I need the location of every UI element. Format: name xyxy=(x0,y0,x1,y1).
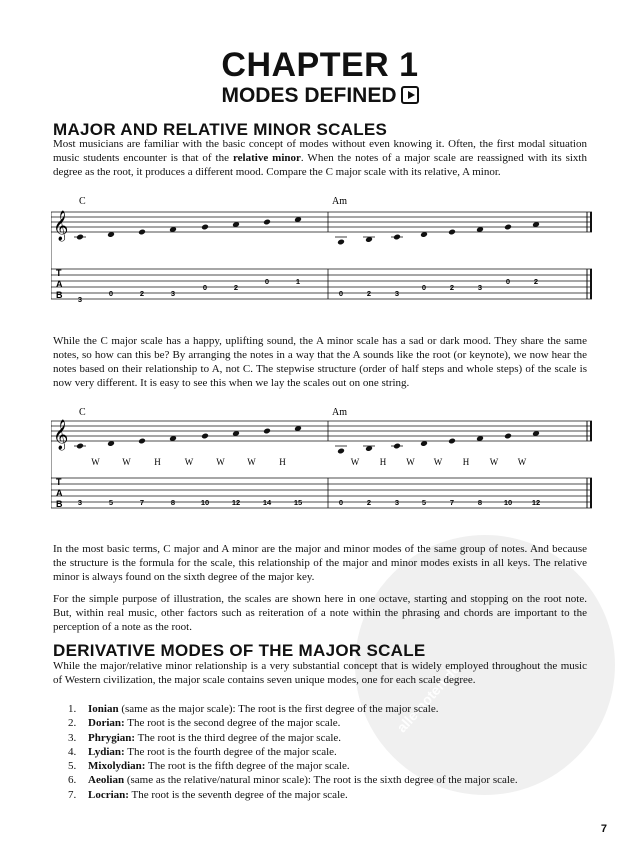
treble-clef: 𝄞 xyxy=(53,420,69,450)
list-number: 1. xyxy=(68,703,77,715)
tab-letter: A xyxy=(56,488,63,498)
tab-fret-number: 3 xyxy=(394,498,400,507)
paragraph-comparison: While the C major scale has a happy, uplifting sound, the A minor scale has a sad or dark mood. They share the same notes, so how can this be? By arranging the notes in a way that the A sounds like the root (or keynote), we now hear the notes based on their relationship to A, not C. The stepwise structure (order of half steps and whole steps) of the scale is now very different. It is easy to see this when we lay the scales out on one string. xyxy=(53,335,587,389)
notes-layer xyxy=(74,425,540,507)
tab-letter: T xyxy=(56,477,62,487)
mode-name: Phrygian: xyxy=(88,731,136,744)
paragraph-derivative-intro: While the major/relative minor relationship is a very substantial concept that is widely employed throughout the music of Western civilization, the major scale contains seven unique modes, one for each scale degree. xyxy=(53,660,587,686)
step-label: W xyxy=(91,457,100,467)
modes-list xyxy=(68,702,568,802)
notation-example-2 xyxy=(51,403,592,515)
mode-name: Locrian: xyxy=(88,788,129,801)
note-head xyxy=(337,239,345,246)
tab-fret-number: 5 xyxy=(108,498,114,507)
paragraph-modes-basic: In the most basic terms, C major and A minor are the major and minor modes of the same group of notes. And because the structure is the formula for the scale, this relationship of the major and minor modes exists in all keys. The relative minor is always found on the sixth degree of the major key. xyxy=(53,543,587,583)
chord-symbol-am: Am xyxy=(332,196,347,207)
tab-fret-number: 0 xyxy=(264,277,270,286)
mode-list-item xyxy=(68,716,568,730)
list-number: 6. xyxy=(68,774,77,787)
tab-fret-number: 3 xyxy=(77,295,83,304)
mode-description: The root is the fifth degree of the major scale. xyxy=(145,760,350,773)
tab-fret-number: 0 xyxy=(421,283,427,292)
tab-fret-number: 0 xyxy=(505,277,511,286)
relative-minor-term: relative minor xyxy=(232,152,301,164)
tab-fret-number: 0 xyxy=(202,283,208,292)
mode-name: Lydian: xyxy=(88,745,125,758)
tab-fret-number: 0 xyxy=(338,289,344,298)
list-number: 5. xyxy=(68,760,77,773)
mode-name: Aeolian xyxy=(88,774,125,787)
mode-list-item xyxy=(68,745,568,759)
mode-list-item xyxy=(68,731,568,745)
tab-fret-number: 12 xyxy=(531,498,541,507)
tab-fret-number: 2 xyxy=(233,283,239,292)
tab-clef xyxy=(56,477,63,509)
tab-lines xyxy=(51,269,592,299)
note-head xyxy=(504,224,512,231)
step-label: W xyxy=(517,457,527,467)
tab-fret-number: 2 xyxy=(139,289,145,298)
tab-fret-number: 2 xyxy=(366,289,372,298)
tab-letter: T xyxy=(56,268,62,278)
list-number: 2. xyxy=(68,717,77,730)
mode-list-item xyxy=(68,702,568,716)
mode-description: The root is the fourth degree of the major scale. xyxy=(124,745,337,758)
tab-fret-number: 3 xyxy=(394,289,400,298)
step-label: W xyxy=(184,457,194,467)
tab-letter: B xyxy=(56,499,63,509)
step-label: W xyxy=(216,457,225,467)
list-number: 4. xyxy=(68,745,77,758)
mode-name: Mixolydian: xyxy=(88,760,146,773)
play-icon[interactable] xyxy=(401,86,419,104)
tab-fret-number: 0 xyxy=(338,498,344,507)
chord-symbol-c: C xyxy=(79,196,86,207)
tab-fret-number: 1 xyxy=(295,277,301,286)
tab-fret-number: 10 xyxy=(200,498,210,507)
tab-fret-number: 10 xyxy=(503,498,513,507)
note-head xyxy=(504,433,512,440)
step-label: W xyxy=(433,457,443,467)
mode-description: (same as the major scale): The root is the first degree of the major scale. xyxy=(118,703,439,715)
section-heading-derivative-modes: DERIVATIVE MODES OF THE MAJOR SCALE xyxy=(53,641,426,660)
notation-example-1 xyxy=(51,192,592,306)
tab-fret-number: 3 xyxy=(170,289,176,298)
note-head xyxy=(201,433,209,440)
mode-description: The root is the third degree of the major scale. xyxy=(135,731,342,744)
note-head xyxy=(263,219,271,226)
staff-lines xyxy=(51,212,592,232)
mode-list-item xyxy=(68,788,568,802)
paragraph-intro: Most musicians are familiar with the basic concept of modes without even knowing it. Often, the first modal situation music students encounter is that of the relative minor. When the notes of a major scale are reassigned with its sixth degree as the root, it produces a different mood. Compare the C major scale with its relative, A minor. xyxy=(53,138,587,178)
tab-letter: A xyxy=(56,279,63,289)
chapter-subtitle-row xyxy=(0,84,640,108)
mode-list-item xyxy=(68,773,568,787)
step-label: W xyxy=(406,457,415,467)
step-label: W xyxy=(489,457,499,467)
step-label: W xyxy=(122,457,131,467)
step-label: H xyxy=(462,457,470,467)
chord-symbol-am: Am xyxy=(332,407,347,418)
tab-fret-number: 14 xyxy=(262,498,272,507)
tab-fret-number: 2 xyxy=(533,277,539,286)
tab-fret-number: 0 xyxy=(108,289,114,298)
tab-fret-number: 12 xyxy=(231,498,241,507)
note-head xyxy=(138,438,146,445)
chapter-title: CHAPTER 1 xyxy=(221,46,419,84)
mode-name: Ionian xyxy=(88,703,119,715)
note-head xyxy=(337,448,345,455)
treble-clef: 𝄞 xyxy=(53,211,69,241)
mode-name: Dorian: xyxy=(88,717,125,730)
step-label: W xyxy=(247,457,256,467)
paragraph-illustration: For the simple purpose of illustration, the scales are shown here in one octave, starting and stopping on the root note. But, within real music, other factors such as reiteration of a note within the phrasing and chords are important to the perception of a note as the root. xyxy=(53,593,587,633)
note-head xyxy=(201,224,209,231)
mode-description: The root is the seventh degree of the major scale. xyxy=(128,788,348,801)
tab-fret-number: 15 xyxy=(293,498,303,507)
chapter-subtitle: MODES DEFINED xyxy=(221,84,397,107)
staff-lines xyxy=(51,421,592,441)
page-number: 7 xyxy=(600,823,607,835)
mode-description: (same as the relative/natural minor scale): The root is the sixth degree of the major scale. xyxy=(124,774,518,787)
tab-fret-number: 7 xyxy=(449,498,455,507)
tab-fret-number: 3 xyxy=(77,498,83,507)
tab-clef xyxy=(56,268,63,300)
step-label: W xyxy=(350,457,360,467)
step-label: H xyxy=(154,457,161,467)
note-head xyxy=(263,428,271,435)
note-head xyxy=(138,229,146,236)
tab-fret-number: 8 xyxy=(170,498,176,507)
step-label: H xyxy=(379,457,387,467)
watermark-text: alle-noten.de xyxy=(393,660,464,736)
tab-fret-number: 2 xyxy=(449,283,455,292)
chord-symbol-c: C xyxy=(79,407,86,418)
tab-fret-number: 3 xyxy=(477,283,483,292)
list-number: 3. xyxy=(68,731,77,744)
tab-fret-number: 8 xyxy=(477,498,483,507)
tab-fret-number: 5 xyxy=(421,498,427,507)
section-heading-major-minor: MAJOR AND RELATIVE MINOR SCALES xyxy=(53,120,388,139)
mode-list-item xyxy=(68,759,568,773)
list-number: 7. xyxy=(68,788,77,801)
tab-fret-number: 7 xyxy=(139,498,145,507)
tab-fret-number: 2 xyxy=(366,498,372,507)
tab-letter: B xyxy=(56,290,63,300)
step-label: H xyxy=(279,457,286,467)
notes-layer xyxy=(74,216,540,304)
mode-description: The root is the second degree of the major scale. xyxy=(124,717,341,730)
note-head xyxy=(448,438,456,445)
note-head xyxy=(448,229,456,236)
